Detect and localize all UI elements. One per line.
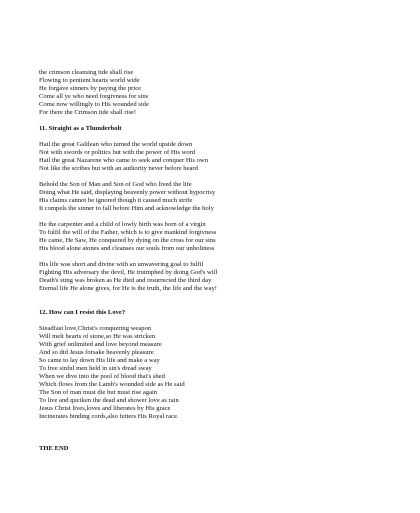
poem-line: It compels the sinner to fall before Him and acknowledge the holy <box>39 205 214 212</box>
section-heading-11: 11. Straight as a Thunderbolt <box>39 125 122 132</box>
poem-line: He forgave sinners by paying the price <box>39 85 142 92</box>
poem-line: And so did Jesus forsake heavenly pleasure <box>39 349 154 356</box>
poem-line: Flowing to penitent hearts world wide <box>39 77 140 84</box>
poem-line: Not like the scribes but with an authority never before heard <box>39 165 198 172</box>
poem-line: The Son of man must die but must rise again <box>39 389 158 396</box>
poem-line: Come all ye who need forgivness for sins <box>39 93 149 100</box>
poem-line: Not with swords or politics but with the power of His word <box>39 149 196 156</box>
poem-line: Will melt hearts of stone,so He was stricken <box>39 333 156 340</box>
poem-line: For there the Crimson tide shall rise! <box>39 109 137 116</box>
poem-line: To fulfil the will of the Father, which is to give mankind forgivness <box>39 229 217 236</box>
section11-stanza-3 <box>39 221 409 253</box>
poem-line: Hail the great Galilean who turned the world upside down <box>39 141 193 148</box>
poem-line: His life was short and divine with an unwavering goal to fulfil <box>39 261 204 268</box>
poem-line: So came to lay down His life and make a way <box>39 357 160 364</box>
poem-line: Incinerates binding cords,also fetters His Royal race. <box>39 413 179 420</box>
poem-line: Come now willingly to His wounded side <box>39 101 149 108</box>
poem-line: Death's sting was broken as He died and resurrected the third day <box>39 277 212 284</box>
poem-line: His claims cannot be ignored though it caused much strife <box>39 197 193 204</box>
poem-line: Fighting His adversary the devil, He truimphed by doing God's will <box>39 269 218 276</box>
poem-line: Which flows from the Lamb's wounded side as He said <box>39 381 185 388</box>
section11-stanza-4 <box>39 261 409 293</box>
poem-line: He the carpenter and a child of lowly birth was born of a virgin <box>39 221 206 228</box>
section11-stanza-1 <box>39 141 409 173</box>
poem-line: Behold the Son of Man and Son of God who lived the life <box>39 181 192 188</box>
poem-line: Doing what He said, displaying heavenly power without hypocrisy <box>39 189 216 196</box>
poem-line: His blood alone atones and cleanses our souls from our unholiness <box>39 245 215 252</box>
poem-line: With grief unlimited and love beyond measure <box>39 341 162 348</box>
poem-line: Jesus Christ lives,loves and liberates by His grace <box>39 405 171 412</box>
poem-line: Eternal life He alone gives, for He is the truth, the life and the way! <box>39 285 217 292</box>
poem-line: He came, He Saw, He conquered by dying on the cross for our sins <box>39 237 216 244</box>
section-heading-12: 12. How can I resist this Love? <box>39 309 126 316</box>
spacer <box>39 301 409 309</box>
closing-text: THE END <box>39 445 69 452</box>
poem-line: the crimson cleansing tide shall rise <box>39 69 134 76</box>
poem-line: When we dive into the pool of blood that's shed <box>39 373 165 380</box>
opening-stanza <box>39 69 409 117</box>
section12-stanza <box>39 325 409 421</box>
poem-line: Steadfast love,Christ's conquering weapon <box>39 325 152 332</box>
poem-line: Hail the great Nazarene who came to seek and conquer His own <box>39 157 208 164</box>
poem-line: To live and quciken the dead and shower love as rain <box>39 397 179 404</box>
spacer <box>39 429 409 445</box>
poem-line: To free sinful men held in sin's dread sway <box>39 365 152 372</box>
poem-text <box>39 69 409 461</box>
section11-stanza-2 <box>39 181 409 213</box>
